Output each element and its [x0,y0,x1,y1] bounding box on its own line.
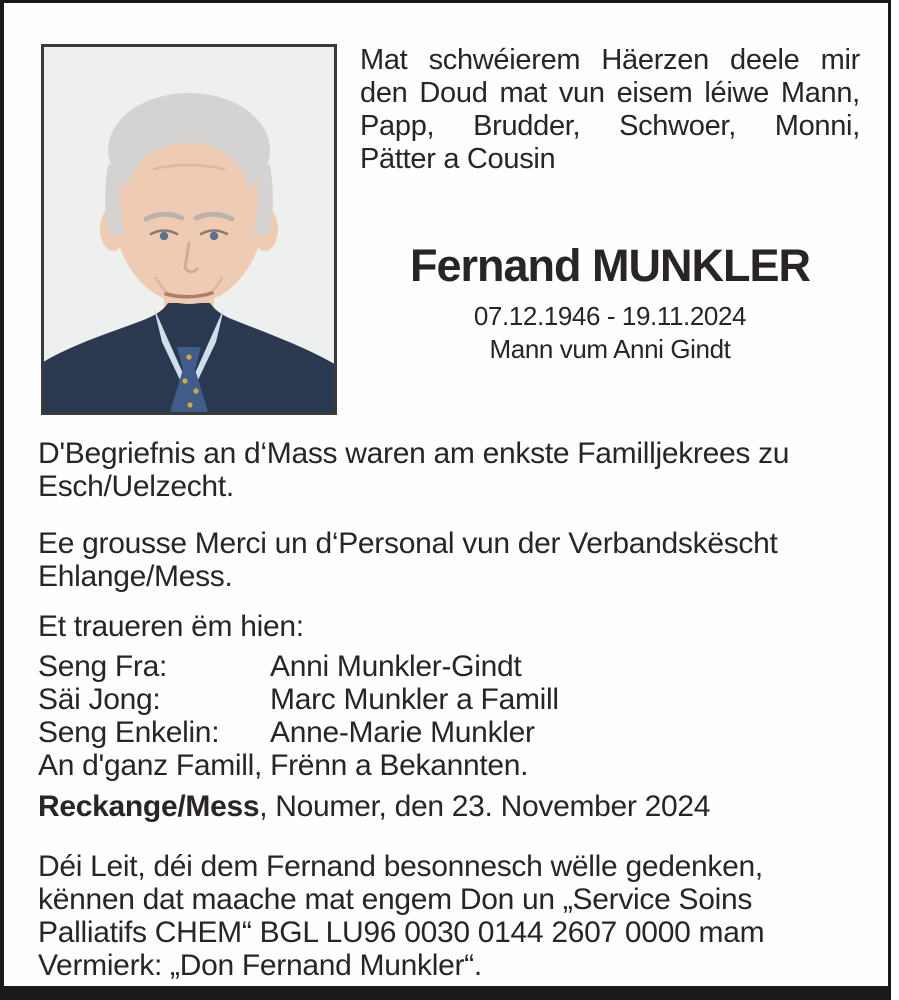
mourners-list [38,650,862,782]
text-line [360,110,860,143]
deceased-name: Fernand MUNKLER [410,240,810,291]
word: vun [558,77,605,109]
text-line: Palliatifs CHEM“ BGL LU96 0030 0144 2607 0000 mam [38,916,765,949]
mourner-name: Marc Munkler a Famill [270,683,559,716]
word: léiwe [704,77,769,109]
place-name: Reckange/Mess [38,790,260,823]
life-dates: 07.12.1946 - 19.11.2024 [473,301,747,331]
intro-text [360,44,860,176]
text-line [360,77,860,110]
mourner-row [38,650,862,683]
word: Häerzen [601,44,709,76]
right-column [360,44,860,366]
text-line: Esch/Uelzecht. [38,470,234,503]
text-line: Pätter a Cousin [360,143,556,175]
word: Mann, [780,77,860,109]
donation-paragraph [38,850,862,982]
text-line: Déi Leit, déi dem Fernand besonnesch wëlle gedenken, [38,850,763,883]
left-eye [160,232,168,240]
mourner-relation-label: Säi Jong: [38,683,161,716]
body-column [38,437,862,982]
word: Schwoer, [619,110,736,142]
word: eisem [616,77,693,109]
mourner-name: Anni Munkler-Gindt [270,650,522,683]
word: Mat [360,44,408,76]
forehead-shape [127,143,249,247]
mourners-footer: An d'ganz Famill, Frënn a Bekannten. [38,749,529,782]
right-eye [210,232,218,240]
place-date-line [38,790,862,823]
text-line: Ee grousse Merci un d‘Personal vun der Verbandskëscht [38,527,778,560]
word: den [360,77,408,109]
word: Papp, [360,110,435,142]
word: Doud [419,77,488,109]
place-date-text: , Noumer, den 23. November 2024 [259,790,711,823]
mourners-header: Et traueren ëm hien: [38,610,304,643]
word: mir [820,44,860,76]
mourner-row [38,683,862,716]
relation-line: Mann vum Anni Gindt [489,334,731,364]
thanks-paragraph [38,527,862,593]
mourner-name: Anne-Marie Munkler [270,716,535,749]
mourner-relation-label: Seng Enkelin: [38,716,220,749]
funeral-paragraph [38,437,862,503]
word: deele [730,44,800,76]
word: mat [499,77,547,109]
word: schwéierem [428,44,581,76]
mourner-row [38,716,862,749]
text-line [360,44,860,77]
text-line: kënnen dat maache mat engem Don un „Service Soins [38,883,753,916]
mourner-relation-label: Seng Fra: [38,650,168,683]
text-line: Ehlange/Mess. [38,560,233,593]
portrait-photo [41,44,337,415]
text-line: D'Begriefnis an d‘Mass waren am enkste Familljekrees zu [38,437,790,470]
word: Brudder, [473,110,581,142]
text-line: Vermierk: „Don Fernand Munkler“. [38,949,482,982]
word: Monni, [774,110,860,142]
portrait-illustration [44,47,334,412]
